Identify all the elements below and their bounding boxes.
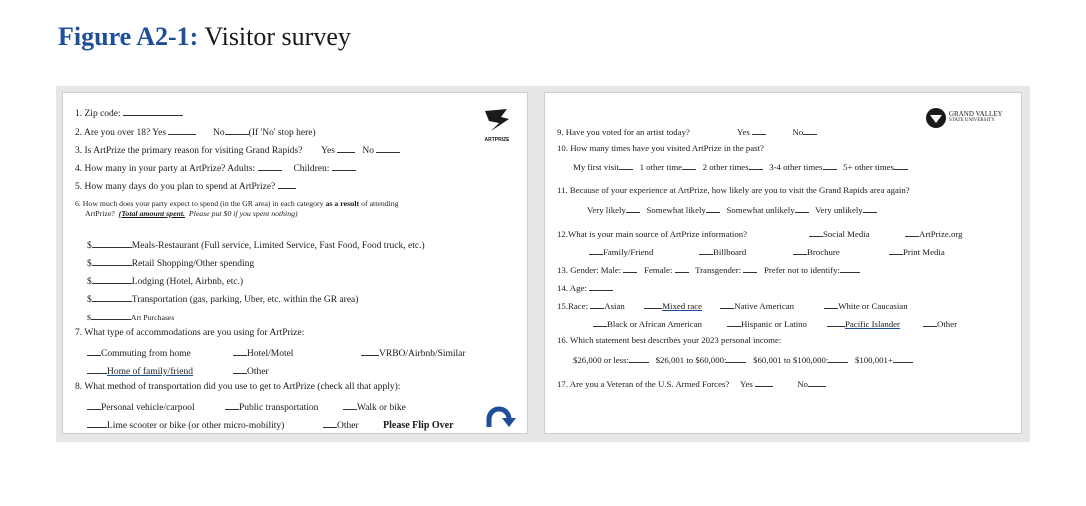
q16-income: 16. Which statement best describes your 2023 personal income: xyxy=(557,335,782,345)
q8-scooter-blank[interactable] xyxy=(87,419,107,428)
q6-question-line2: ArtPrize? (Total amount spent. Please put $0 if you spent nothing) xyxy=(85,209,298,218)
q6-item-retail: $ Retail Shopping/Other spending xyxy=(87,259,255,269)
q15-native-blank[interactable] xyxy=(720,300,734,309)
q7-commuting-blank[interactable] xyxy=(87,347,101,356)
q6-item-art: $ Art Purchases xyxy=(87,313,175,322)
q10-two-blank[interactable] xyxy=(749,161,763,170)
q8-options-row2: Lime scooter or bike (or other micro-mobility) Other Please Flip Over xyxy=(87,419,454,432)
q15-black-blank[interactable] xyxy=(593,318,607,327)
q1-zip: 1. Zip code: xyxy=(75,107,183,120)
q4-children-blank[interactable] xyxy=(332,162,356,171)
q16-options: $26,000 or less: $26,001 to $60,000: $60,001 to $100,000: $100,001+ xyxy=(573,354,913,365)
q3-no-blank[interactable] xyxy=(376,144,400,153)
survey-page-back xyxy=(544,92,1022,434)
q6-lodging-blank[interactable] xyxy=(92,275,132,284)
q11-likelihood: 11. Because of your experience at ArtPrize, how likely are you to visit the Grand Rapids area again? xyxy=(557,185,910,195)
q7-accommodations: 7. What type of accommodations are you using for ArtPrize: xyxy=(75,328,305,338)
q4-adults-blank[interactable] xyxy=(258,162,282,171)
q12-print-blank[interactable] xyxy=(889,246,903,255)
q16-over-100k-blank[interactable] xyxy=(893,354,913,363)
q8-walk-blank[interactable] xyxy=(343,401,357,410)
q8-options-row1: Personal vehicle/carpool Public transportation Walk or bike xyxy=(87,401,406,414)
q12-info-source: 12.What is your main source of ArtPrize information? Social Media ArtPrize.org xyxy=(557,229,963,239)
q7-other-blank[interactable] xyxy=(233,365,247,374)
q13-prefer-blank[interactable] xyxy=(840,264,860,273)
q10-past-visits: 10. How many times have you visited ArtPrize in the past? xyxy=(557,143,764,153)
figure-title xyxy=(58,24,351,50)
q6-meals-blank[interactable] xyxy=(92,239,132,248)
figure-label: Figure A2-1: xyxy=(58,22,199,51)
q12-billboard-blank[interactable] xyxy=(699,246,713,255)
q6-transport-blank[interactable] xyxy=(92,293,132,302)
q12-artprize-org-blank[interactable] xyxy=(905,228,919,237)
q5-days: 5. How many days do you plan to spend at ArtPrize? xyxy=(75,180,296,193)
q9-no-blank[interactable] xyxy=(803,126,817,135)
gvsu-logo-line2: STATE UNIVERSITY xyxy=(949,118,995,123)
flip-arrow-icon xyxy=(485,405,519,429)
q2-no-blank[interactable] xyxy=(225,126,249,135)
q8-vehicle-blank[interactable] xyxy=(87,401,101,410)
q15-pacific-blank[interactable] xyxy=(827,318,845,327)
gvsu-logo xyxy=(925,107,1019,129)
survey-image xyxy=(56,86,1030,442)
q13-transgender-blank[interactable] xyxy=(743,264,757,273)
q11-very-likely-blank[interactable] xyxy=(626,204,640,213)
gvsu-logo-icon xyxy=(925,107,947,129)
q15-asian-blank[interactable] xyxy=(590,300,604,309)
q9-voted: 9. Have you voted for an artist today? Yes No xyxy=(557,126,817,137)
q16-under-26k-blank[interactable] xyxy=(629,354,649,363)
q10-three-blank[interactable] xyxy=(823,161,837,170)
q7-options-row1: Commuting from home Hotel/Motel VRBO/Airbnb/Similar xyxy=(87,347,466,360)
q15-other-blank[interactable] xyxy=(923,318,937,327)
q10-five-blank[interactable] xyxy=(894,161,908,170)
q12-options-row2: Family/Friend Billboard Brochure Print Media xyxy=(589,246,945,257)
q15-white-blank[interactable] xyxy=(824,300,838,309)
q14-age: 14. Age: xyxy=(557,282,613,293)
q5-days-blank[interactable] xyxy=(278,180,296,189)
figure-caption: Visitor survey xyxy=(204,22,351,51)
q8-public-blank[interactable] xyxy=(225,401,239,410)
q6-art-blank[interactable] xyxy=(91,311,131,320)
q16-26k-60k-blank[interactable] xyxy=(726,354,746,363)
q13-female-blank[interactable] xyxy=(675,264,689,273)
survey-page-front xyxy=(62,92,528,434)
q7-options-row2: Home of family/friend Other xyxy=(87,365,269,378)
q7-hotel-blank[interactable] xyxy=(233,347,247,356)
q8-other-blank[interactable] xyxy=(323,419,337,428)
q17-veteran: 17. Are you a Veteran of the U.S. Armed Forces? Yes No xyxy=(557,378,826,389)
gvsu-logo-line1: GRAND VALLEY xyxy=(949,110,1003,118)
q7-home-blank[interactable] xyxy=(87,365,107,374)
artprize-logo-text: ARTPRIZE xyxy=(484,137,510,143)
q6-retail-blank[interactable] xyxy=(92,257,132,266)
q11-options: Very likely Somewhat likely Somewhat unlikely Very unlikely xyxy=(587,204,877,215)
q13-gender: 13. Gender: Male: Female: Transgender: Prefer not to identify: xyxy=(557,264,860,275)
q4-party-size: 4. How many in your party at ArtPrize? Adults: Children: xyxy=(75,162,356,175)
q12-social-blank[interactable] xyxy=(809,228,823,237)
flip-over-label: Please Flip Over xyxy=(383,420,454,431)
q14-age-blank[interactable] xyxy=(589,282,613,291)
q8-transport-method: 8. What method of transportation did you use to get to ArtPrize (check all that apply): xyxy=(75,382,401,392)
q17-yes-blank[interactable] xyxy=(755,378,773,387)
q15-hispanic-blank[interactable] xyxy=(727,318,741,327)
q11-somewhat-unlikely-blank[interactable] xyxy=(795,204,809,213)
q10-options: My first visit 1 other time 2 other times 3-4 other times 5+ other times xyxy=(573,161,908,172)
q10-one-blank[interactable] xyxy=(682,161,696,170)
q10-first-blank[interactable] xyxy=(619,161,633,170)
q11-very-unlikely-blank[interactable] xyxy=(863,204,877,213)
q9-yes-blank[interactable] xyxy=(752,126,766,135)
q3-primary-reason: 3. Is ArtPrize the primary reason for visiting Grand Rapids? Yes No xyxy=(75,144,400,157)
q6-item-lodging: $ Lodging (Hotel, Airbnb, etc.) xyxy=(87,277,244,287)
q6-item-transportation: $ Transportation (gas, parking, Uber, etc. within the GR area) xyxy=(87,295,359,305)
q15-mixed-blank[interactable] xyxy=(644,300,662,309)
zip-blank[interactable] xyxy=(123,107,183,116)
q6-item-meals: $ Meals-Restaurant (Full service, Limited Service, Fast Food, Food truck, etc.) xyxy=(87,241,425,251)
q15-race: 15.Race: Asian Mixed race Native American White or Caucasian xyxy=(557,301,908,311)
q7-vrbo-blank[interactable] xyxy=(361,347,379,356)
q2-yes-blank[interactable] xyxy=(168,126,196,135)
artprize-logo-icon xyxy=(477,107,517,143)
q17-no-blank[interactable] xyxy=(808,378,826,387)
q13-male-blank[interactable] xyxy=(623,264,637,273)
q2-over-18: 2. Are you over 18? Yes No (If 'No' stop here) xyxy=(75,128,316,138)
q15-options-row2: Black or African American Hispanic or Latino Pacific Islander Other xyxy=(593,318,957,329)
q12-brochure-blank[interactable] xyxy=(793,246,807,255)
q11-somewhat-likely-blank[interactable] xyxy=(706,204,720,213)
q16-60k-100k-blank[interactable] xyxy=(828,354,848,363)
q6-question-line1: 6. How much does your party expect to spend (in the GR area) in each category as a result of attending xyxy=(75,199,399,208)
q3-yes-blank[interactable] xyxy=(337,144,355,153)
q12-family-blank[interactable] xyxy=(589,246,603,255)
